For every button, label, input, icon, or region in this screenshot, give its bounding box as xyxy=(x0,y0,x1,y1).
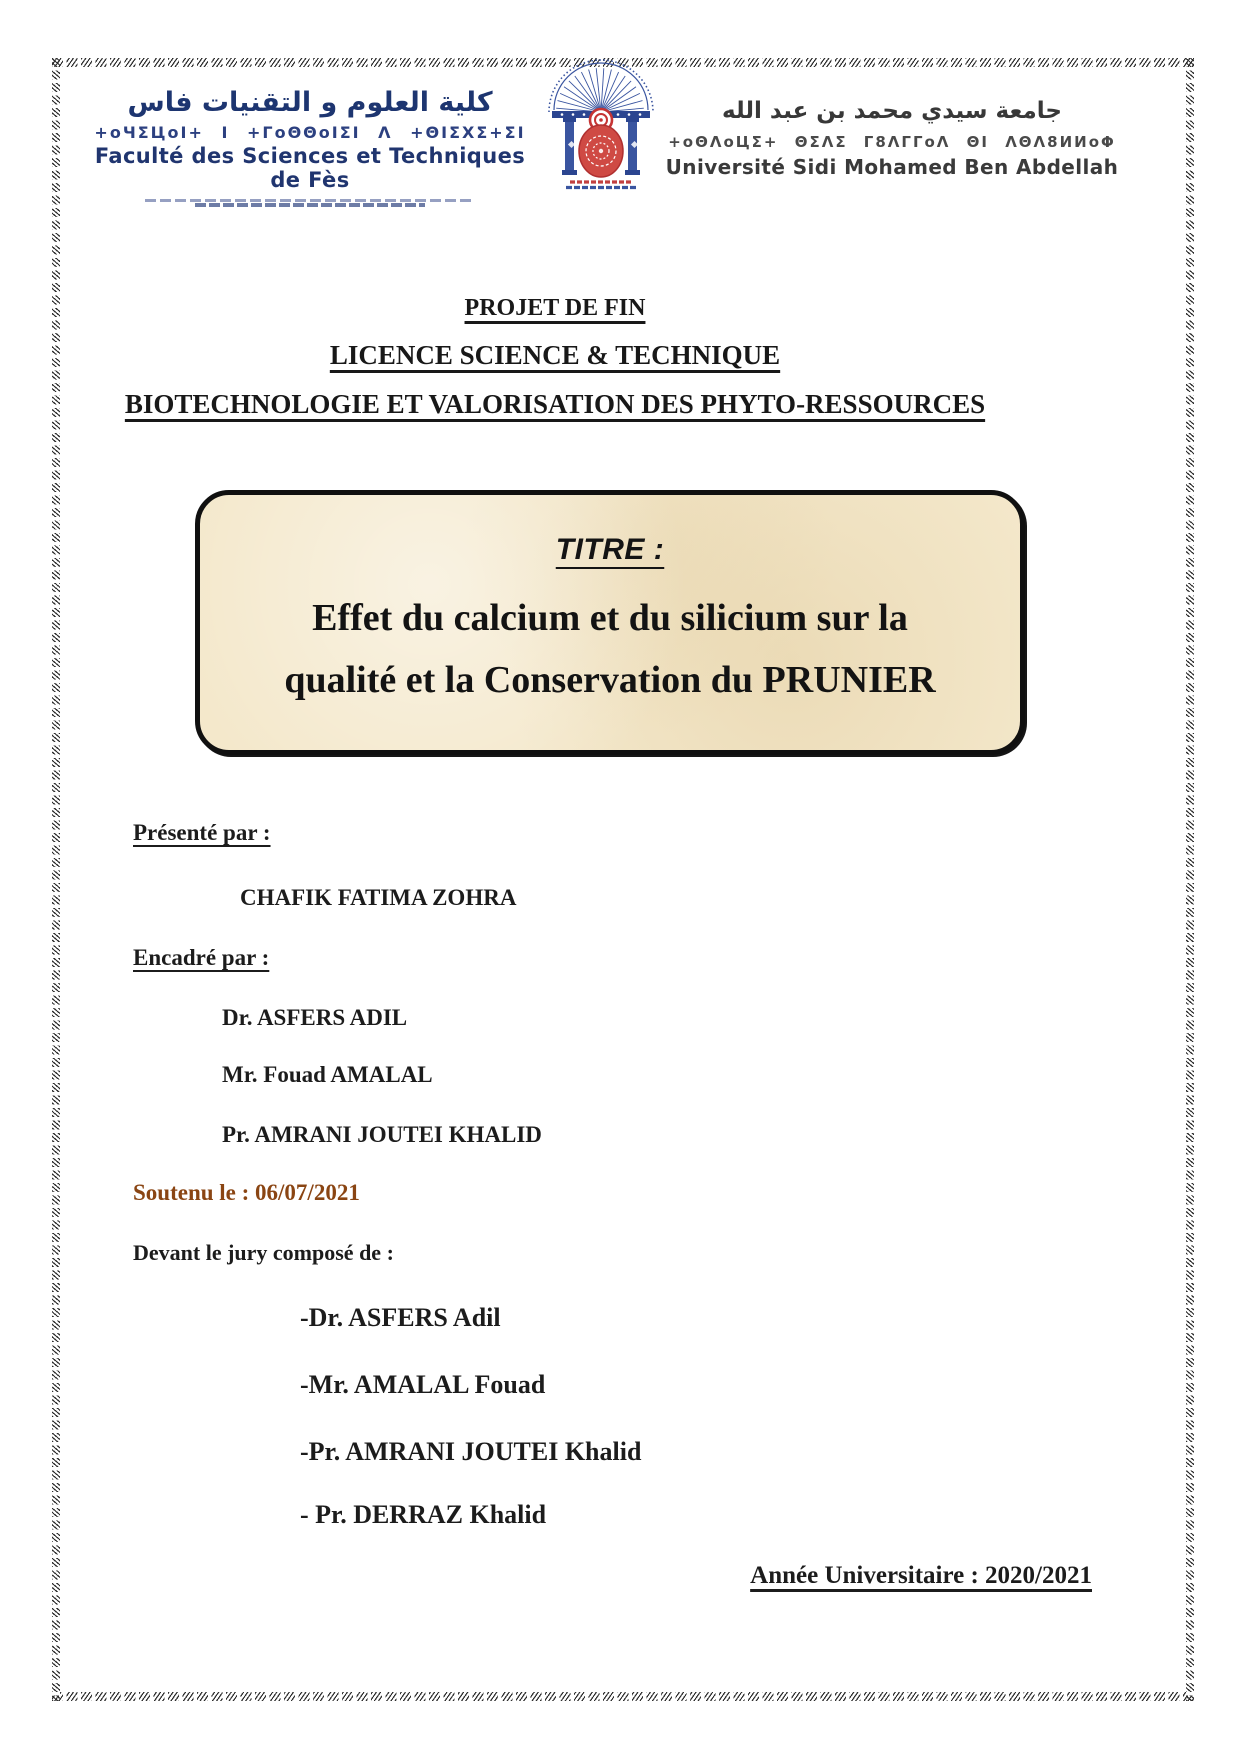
faculty-divider-dashes-inner xyxy=(195,203,425,207)
academic-year: Année Universitaire : 2020/2021 xyxy=(750,1562,1092,1589)
heading-licence: LICENCE SCIENCE & TECHNIQUE xyxy=(329,340,781,370)
thesis-title-line1: Effet du calcium et du silicium sur la xyxy=(312,597,908,639)
page-border-bottom xyxy=(52,1692,1194,1701)
faculty-name-french: Faculté des Sciences et Techniques de Fès xyxy=(94,144,526,192)
supervisor-name: Mr. Fouad AMALAL xyxy=(222,1062,433,1087)
university-logo xyxy=(540,58,662,198)
student-name: CHAFIK FATIMA ZOHRA xyxy=(240,885,517,910)
page-border-right xyxy=(1186,58,1194,1701)
defense-date: Soutenu le : 06/07/2021 xyxy=(133,1180,360,1205)
supervisor-name: Pr. AMRANI JOUTEI KHALID xyxy=(222,1122,542,1147)
faculty-name-arabic: كلية العلوم و التقنيات فاس xyxy=(127,87,493,118)
faculty-divider-dashes xyxy=(145,199,475,202)
title-label: TITRE : xyxy=(555,533,665,566)
usmba-emblem-icon xyxy=(540,58,662,198)
thesis-title-line2: qualité et la Conservation du PRUNIER xyxy=(284,659,936,701)
university-name-arabic: جامعة سيدي محمد بن عبد الله xyxy=(722,98,1062,124)
thesis-title xyxy=(200,587,1020,711)
faculty-header-block xyxy=(90,86,530,207)
jury-label: Devant le jury composé de : xyxy=(133,1240,394,1265)
jury-member: - Pr. DERRAZ Khalid xyxy=(300,1500,547,1529)
heading-projet-de-fin: PROJET DE FIN xyxy=(464,295,646,321)
title-box xyxy=(195,490,1025,755)
supervisor-name: Dr. ASFERS ADIL xyxy=(222,1005,408,1030)
university-header-block xyxy=(662,96,1122,179)
heading-biotechnologie: BIOTECHNOLOGIE ET VALORISATION DES PHYTO-RESSOURCES xyxy=(124,389,986,419)
faculty-name-tifinagh: +oЧΣЦoI+ I +ΓoΘΘoIΣI Λ +ΘIΣΧΣ+ΣI xyxy=(94,123,526,142)
university-name-tifinagh: +oΘΛoЦΣ+ ΘΣΛΣ Γ8ΛΓΓoΛ ΘI ΛΘΛ8ИИoΦ xyxy=(668,133,1116,151)
jury-member: -Pr. AMRANI JOUTEI Khalid xyxy=(300,1437,642,1466)
jury-member: -Mr. AMALAL Fouad xyxy=(300,1370,546,1399)
university-name-french: Université Sidi Mohamed Ben Abdellah xyxy=(665,155,1119,179)
jury-member: -Dr. ASFERS Adil xyxy=(300,1303,501,1332)
supervised-by-label: Encadré par : xyxy=(133,945,270,970)
presented-by-label: Présenté par : xyxy=(133,820,271,845)
